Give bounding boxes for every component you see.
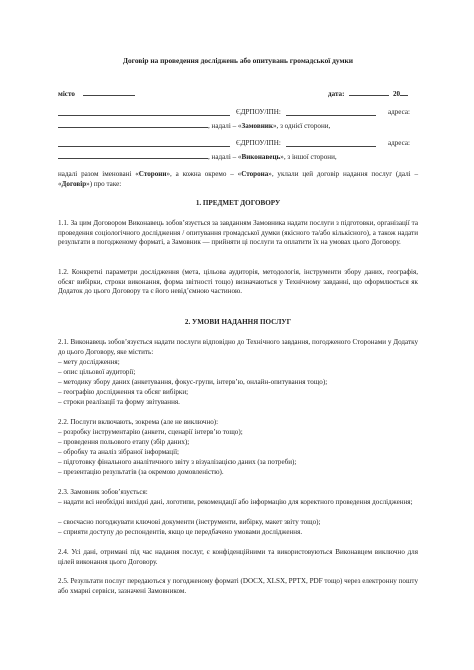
date-field[interactable] [349,88,389,96]
client-row-1 [58,108,418,120]
list-item: – географію дослідження та обсяг вибірки; [58,388,189,396]
client-suffix-post: », з однієї сторони, [272,122,331,130]
list-item: – проведення польового етапу (збір даних); [58,438,190,446]
executor-role: Виконавець [241,153,281,161]
list-item: – презентацію результатів (за окремою домовленістю). [58,468,224,476]
list-item: – строки реалізації та форму звітування. [58,398,180,406]
client-row-2 [58,120,418,132]
executor-row-1 [58,139,418,151]
executor-edrpou-field[interactable] [286,139,376,147]
section-2-heading: 2. УМОВИ НАДАННЯ ПОСЛУГ [184,318,292,326]
executor-address-field[interactable] [58,151,208,159]
clause-1-1: 1.1. За цим Договором Виконавець зобов’язується за завданням Замовника надати послуги з підготовки, організації та проведення соціологічного дослідження / опитування громадської думки (якісного та/або кількісного), а також надати результати в погодженому форматі, а Замовник — прийняти ці послуги та оплатити їх на умовах цього Договору. [58,219,418,247]
list-item: – підготовку фінального аналітичного звіту з візуалізацією даних (за потреби); [58,458,297,466]
clause-2-2: 2.2. Послуги включають, зокрема (але не виключно): [58,418,219,426]
year-field[interactable] [400,88,408,96]
intro-paragraph: надалі разом іменовані «Сторони», а кожна окремо – «Сторона», уклали цей договір надання послуг (далі – «Договір») про таке: [58,170,418,188]
document-title: Договір на проведення досліджень або опитувань громадської думки [122,56,354,65]
client-role: Замовник [241,122,273,130]
list-item: – методику збору даних (анкетування, фокус-групи, інтерв’ю, онлайн-опитування тощо); [58,378,328,386]
executor-suffix-post: », з іншої сторони, [280,153,337,161]
clause-2-1: 2.1. Виконавець зобов’язується надати послуги відповідно до Технічного завдання, погодженого Сторонами у Додатку до цього Договору, яке містить: [58,338,418,356]
list-item: – сприяти доступу до респондентів, якщо це передбачено умовами дослідження. [58,528,303,536]
city-field[interactable] [83,88,135,96]
executor-row-2 [58,151,418,163]
clause-2-5: 2.5. Результати послуг передаються у погодженому форматі (DOCX, XLSX, PPTX, PDF тощо) через електронну пошту або хмарні сервіси, зазначені Замовником. [58,577,418,595]
list-item: – мету дослідження; [58,358,120,366]
executor-name-field[interactable] [58,139,230,147]
city-date-row [58,88,418,100]
list-item: – надати всі необхідні вихідні дані, логотипи, рекомендації або інформацію для коректного проведення дослідження; [58,498,413,506]
client-name-field[interactable] [58,108,230,116]
client-edrpou-field[interactable] [286,108,376,116]
section-1-heading: 1. ПРЕДМЕТ ДОГОВОРУ [195,199,281,207]
list-item: – розробку інструментарію (анкети, сценарії інтерв’ю тощо); [58,428,243,436]
executor-suffix-pre: , надалі – « [208,153,242,161]
date-label: дата: [328,90,345,98]
executor-edrpou-label: ЄДРПОУ/ІПН: [236,139,281,147]
executor-address-label: адреса: [388,139,410,147]
list-item: – опис цільової аудиторії; [58,368,136,376]
client-address-label: адреса: [388,108,410,116]
city-label: місто [58,90,75,98]
clause-1-2: 1.2. Конкретні параметри дослідження (мета, цільова аудиторія, методологія, інструменти збору даних, географія, обсяг вибірки, строки виконання, форма звітності тощо) визначаються у Технічному завданні, що оформлюється як Додаток до цього Договору та є його невід’ємною частиною. [58,268,418,296]
client-edrpou-label: ЄДРПОУ/ІПН: [236,108,281,116]
clause-2-3: 2.3. Замовник зобов’язується: [58,488,148,496]
client-address-field[interactable] [58,120,208,128]
clause-2-4: 2.4. Усі дані, отримані під час надання послуг, є конфіденційними та використовуються Виконавцем виключно для цілей виконання цього Договору. [58,548,418,566]
client-suffix-pre: , надалі – « [208,122,242,130]
year-prefix: 20 [393,90,401,98]
list-item: – обробку та аналіз зібраної інформації; [58,448,180,456]
list-item: – своєчасно погоджувати ключові документи (інструменти, вибірку, макет звіту тощо); [58,518,321,526]
